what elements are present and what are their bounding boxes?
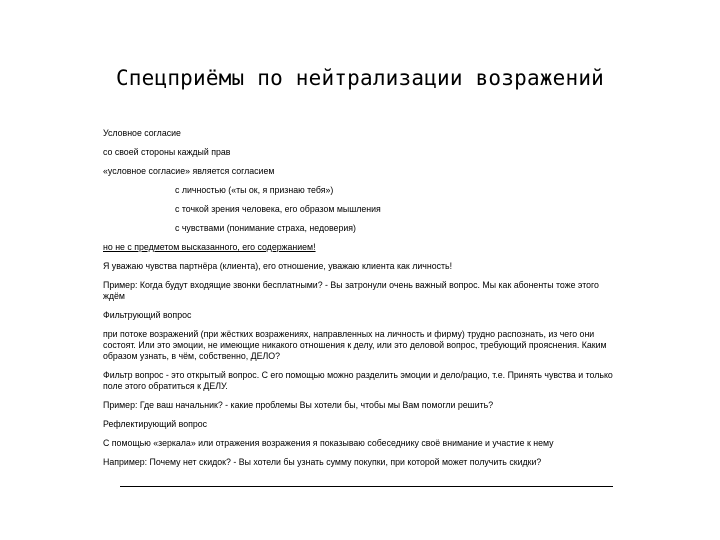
text-line: Пример: Где ваш начальник? - какие проблемы Вы хотели бы, чтобы мы Вам помогли решить? <box>103 400 494 410</box>
text-line: Например: Почему нет скидок? - Вы хотели бы узнать сумму покупки, при которой может получить скидки? <box>103 457 542 467</box>
text-line: с точкой зрения человека, его образом мышления <box>175 204 381 214</box>
section-heading: Рефлектирующий вопрос <box>103 419 208 429</box>
text-line: «условное согласие» является согласием <box>103 166 275 176</box>
text-line: с личностью («ты ок, я признаю тебя») <box>175 185 334 195</box>
text-line: С помощью «зеркала» или отражения возражения я показываю собеседнику своё внимание и участие к нему <box>103 438 554 448</box>
text-line: со своей стороны каждый прав <box>103 147 231 157</box>
text-line: Я уважаю чувства партнёра (клиента), его отношение, уважаю клиента как личность! <box>103 261 453 271</box>
text-line-underlined: но не с предметом высказанного, его содержанием! <box>103 242 316 252</box>
slide-body <box>103 128 623 468</box>
text-line: Условное согласие <box>103 128 181 138</box>
text-paragraph: при потоке возражений (при жёстких возражениях, направленных на личность и фирму) трудно распознать, из чего они состоят. Или это эмоции, не имеющие никакого отношения к делу, или это деловой вопрос, требующий прояснения. Каким образом узнать, в чём, собственно, ДЕЛО? <box>103 329 607 361</box>
horizontal-divider <box>120 486 613 487</box>
text-paragraph: Пример: Когда будут входящие звонки бесплатными? - Вы затронули очень важный вопрос. Мы как абоненты тоже этого ждём <box>103 280 599 301</box>
section-heading: Фильтрующий вопрос <box>103 310 192 320</box>
text-paragraph: Фильтр вопрос - это открытый вопрос. С его помощью можно разделить эмоции и дело/рацио, т.е. Принять чувства и только поле этого обратиться к ДЕЛУ. <box>103 370 613 391</box>
text-line: с чувствами (понимание страха, недоверия) <box>175 223 356 233</box>
slide-title: Спецприёмы по нейтрализации возражений <box>115 66 605 90</box>
